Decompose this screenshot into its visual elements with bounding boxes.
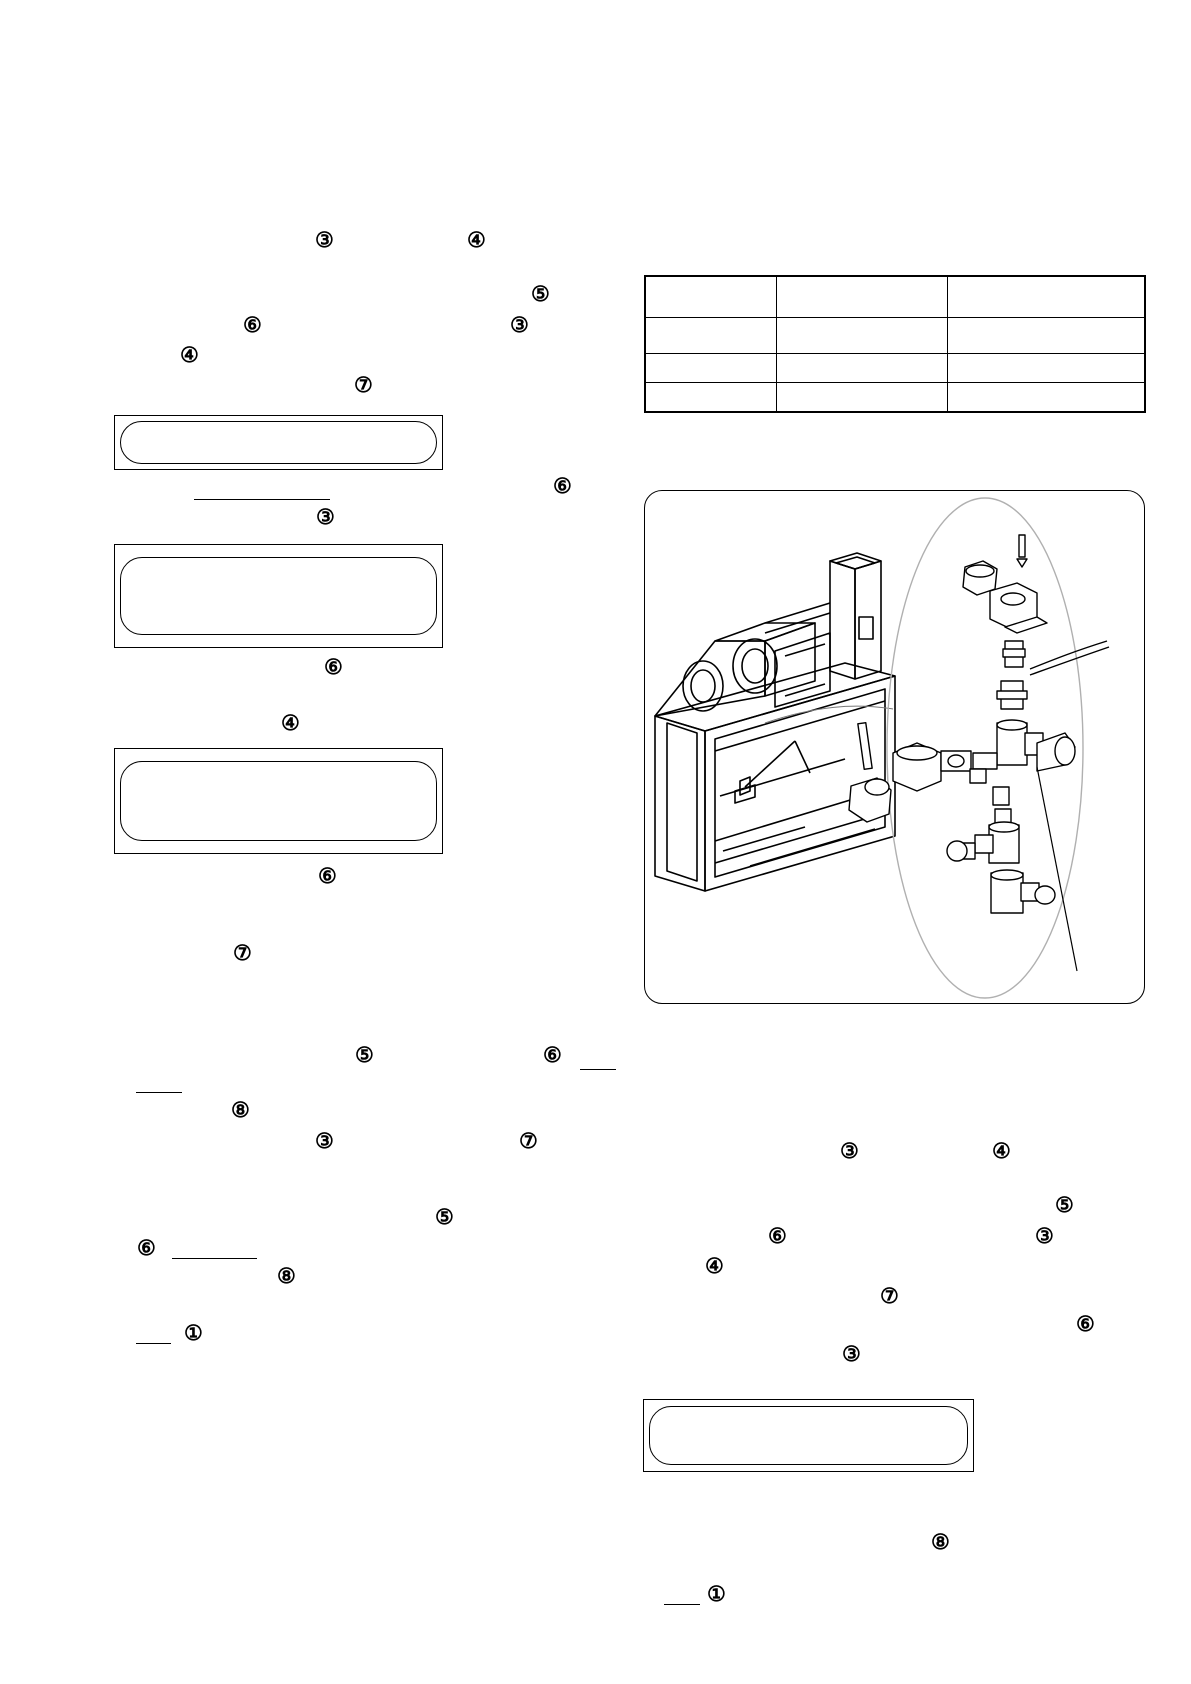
ref-marker-7: ⑦ (519, 1130, 538, 1153)
ref-marker-8: ⑧ (931, 1531, 950, 1554)
ref-marker-4: ④ (467, 229, 486, 252)
underline-blank (580, 1069, 616, 1070)
ref-marker-5: ⑤ (355, 1044, 374, 1067)
ref-marker-3: ③ (315, 229, 334, 252)
spec-cell (777, 353, 948, 382)
ref-marker-3: ③ (315, 1130, 334, 1153)
spec-cell (948, 353, 1146, 382)
note-box-inner (649, 1406, 968, 1465)
ref-marker-6: ⑥ (243, 314, 262, 337)
ref-marker-1: ① (707, 1583, 726, 1606)
ref-marker-4: ④ (705, 1255, 724, 1278)
assembly-illustration (645, 491, 1145, 1004)
ref-marker-5: ⑤ (435, 1206, 454, 1229)
ref-marker-6: ⑥ (768, 1225, 787, 1248)
spec-header-cell (777, 276, 948, 317)
note-box (114, 415, 443, 470)
ref-marker-7: ⑦ (233, 942, 252, 965)
spec-cell (948, 317, 1146, 353)
spec-cell (777, 382, 948, 412)
note-box-inner (120, 421, 437, 464)
underline-blank (664, 1604, 700, 1605)
ref-marker-1: ① (184, 1322, 203, 1345)
spec-table (644, 275, 1146, 413)
ref-marker-3: ③ (842, 1343, 861, 1366)
underline-blank (136, 1092, 182, 1093)
spec-header-cell (948, 276, 1146, 317)
ref-marker-5: ⑤ (1055, 1194, 1074, 1217)
note-box-inner (120, 761, 437, 841)
ref-marker-7: ⑦ (354, 374, 373, 397)
note-box-inner (120, 557, 437, 635)
ref-marker-6: ⑥ (318, 865, 337, 888)
note-box (643, 1399, 974, 1472)
ref-marker-3: ③ (1035, 1225, 1054, 1248)
ref-marker-6: ⑥ (137, 1237, 156, 1260)
ref-marker-4: ④ (180, 344, 199, 367)
ref-marker-3: ③ (510, 314, 529, 337)
underline-blank (194, 499, 330, 500)
ref-marker-6: ⑥ (324, 656, 343, 679)
spec-cell (777, 317, 948, 353)
ref-marker-8: ⑧ (277, 1265, 296, 1288)
machine-frame (655, 553, 895, 891)
spec-header-cell (645, 276, 777, 317)
spec-cell (645, 353, 777, 382)
ref-marker-6: ⑥ (553, 475, 572, 498)
ref-marker-6: ⑥ (1076, 1313, 1095, 1336)
spec-cell (645, 382, 777, 412)
ref-marker-8: ⑧ (231, 1099, 250, 1122)
ref-marker-4: ④ (992, 1140, 1011, 1163)
ref-marker-6: ⑥ (543, 1044, 562, 1067)
ref-marker-5: ⑤ (531, 283, 550, 306)
spec-cell (645, 317, 777, 353)
underline-blank (172, 1258, 257, 1259)
underline-blank (136, 1343, 171, 1344)
note-box (114, 748, 443, 854)
spec-cell (948, 382, 1146, 412)
assembly-figure-panel (644, 490, 1145, 1004)
note-box (114, 544, 443, 648)
ref-marker-3: ③ (316, 506, 335, 529)
ref-marker-3: ③ (840, 1140, 859, 1163)
ref-marker-7: ⑦ (880, 1285, 899, 1308)
ref-marker-4: ④ (281, 712, 300, 735)
